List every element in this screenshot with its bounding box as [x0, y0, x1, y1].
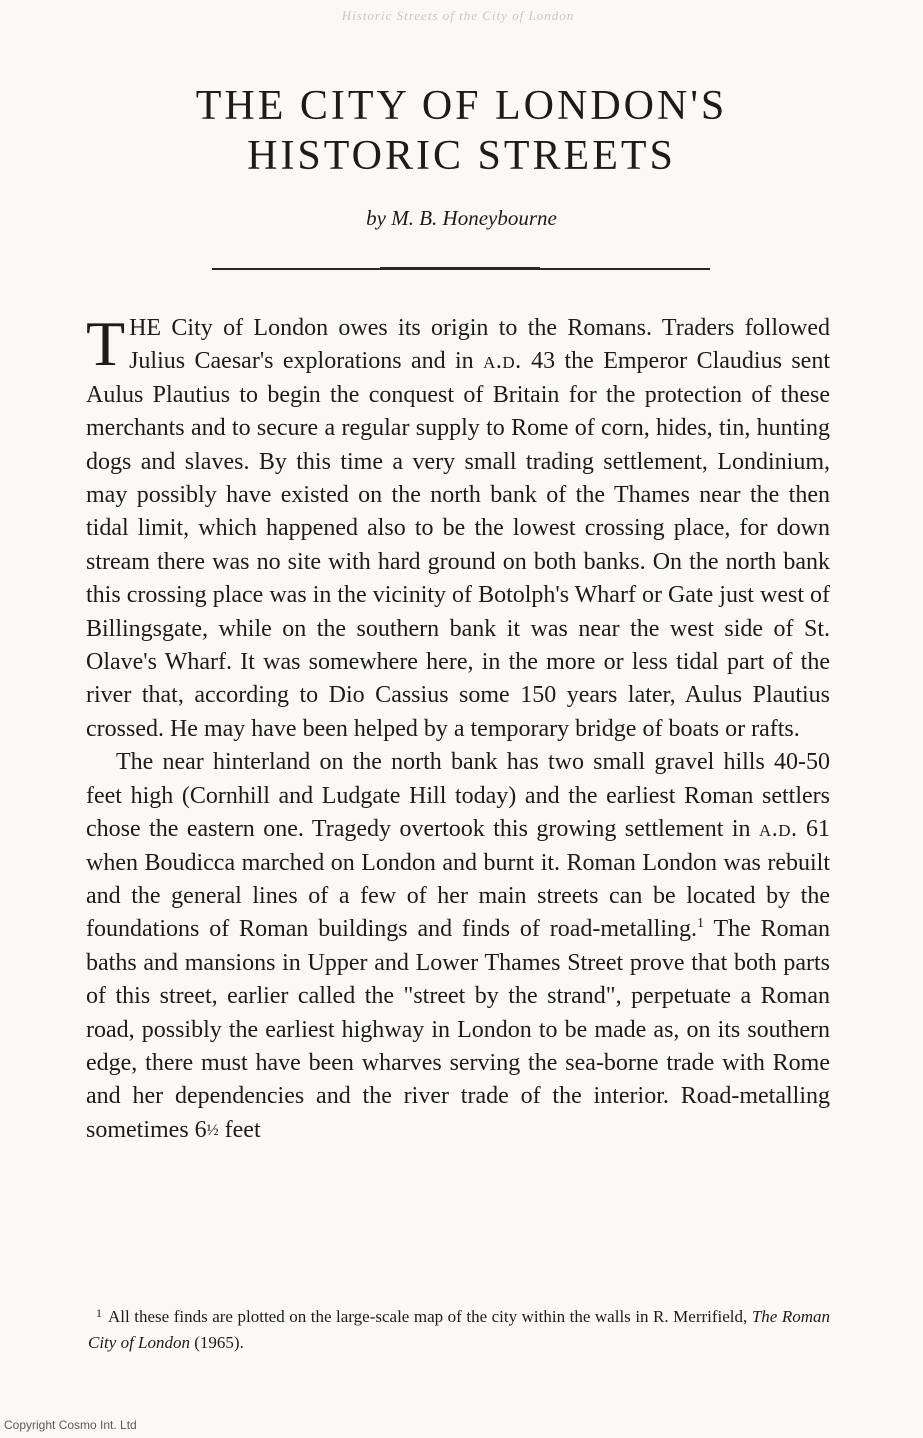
footnote-text-b: (1965). — [190, 1333, 244, 1352]
footnote-text-a: All these finds are plotted on the large-scale map of the city within the walls in R. Merrifield, — [108, 1307, 752, 1326]
title-rule-swell — [380, 267, 540, 270]
bleed-through-header: Historic Streets of the City of London — [341, 8, 575, 23]
para2-text-b: 61 when Boudicca marched on London and burnt it. Roman London was rebuilt and the general lines of a few of her main streets can be located by the foundations of Roman buildings and finds of road-metalling. — [86, 816, 831, 943]
copyright-notice: Copyright Cosmo Int. Ltd — [4, 1418, 137, 1432]
para2-text-d: feet — [218, 1116, 261, 1143]
para1-text-b: 43 the Emperor Claudius sent Aulus Plautius to begin the conquest of Britain for the protection of these merchants and to secure a regular supply to Rome of corn, hides, tin, hunting dogs and slaves. By this time a very small trading settlement, Londinium, may possibly have existed on the north bank of the Thames near the then tidal limit, which happened also to be the lowest crossing place, for down stream there was no site with hard ground on both banks. On the north bank this crossing place was in the vicinity of Botolph's Wharf or Gate just west of Billingsgate, while on the southern bank it was near the west side of St. Olave's Wharf. It was somewhere here, in the more or less tidal part of the river that, according to Dio Cassius some 150 years later, Aulus Plautius crossed. He may have been helped by a temporary bridge of boats or rafts. — [86, 348, 831, 742]
para1-text-a: HE City of London owes its origin to the Romans. Traders followed Julius Caesar's explorations and in — [129, 315, 830, 375]
para2-text-a: The near hinterland on the north bank has two small gravel hills 40-50 feet high (Cornhill and Ludgate Hill today) and the earliest Roman settlers chose the eastern one. Tragedy overtook this growing settlement in — [86, 749, 830, 843]
footnote-mark: 1 — [96, 1306, 102, 1320]
para2-era: a.d. — [759, 816, 798, 843]
fraction-half: ½ — [206, 1121, 219, 1139]
title-line-1: THE CITY OF LONDON'S — [195, 83, 728, 129]
byline: by M. B. Honeybourne — [366, 206, 557, 230]
footnote-ref[interactable]: 1 — [697, 916, 705, 932]
footnote-book-title: The Roman City of London — [88, 1307, 830, 1352]
article-body — [86, 308, 831, 1147]
footnote — [88, 1300, 830, 1356]
para1-era: a.d. — [483, 348, 522, 375]
para2-text-c: The Roman baths and mansions in Upper and Lower Thames Street prove that both parts of this street, earlier called the "street by the strand", perpetuate a Roman road, possibly the earliest highway in London to be made as, on its southern edge, there must have been wharves serving the sea-borne trade with Rome and her dependencies and the river trade of the interior. Road-metalling sometimes 6 — [86, 916, 830, 1143]
title-line-2: HISTORIC STREETS — [247, 133, 676, 179]
paragraph-1 — [86, 308, 831, 746]
drop-cap: T — [86, 308, 126, 379]
paragraph-2 — [86, 746, 830, 1147]
